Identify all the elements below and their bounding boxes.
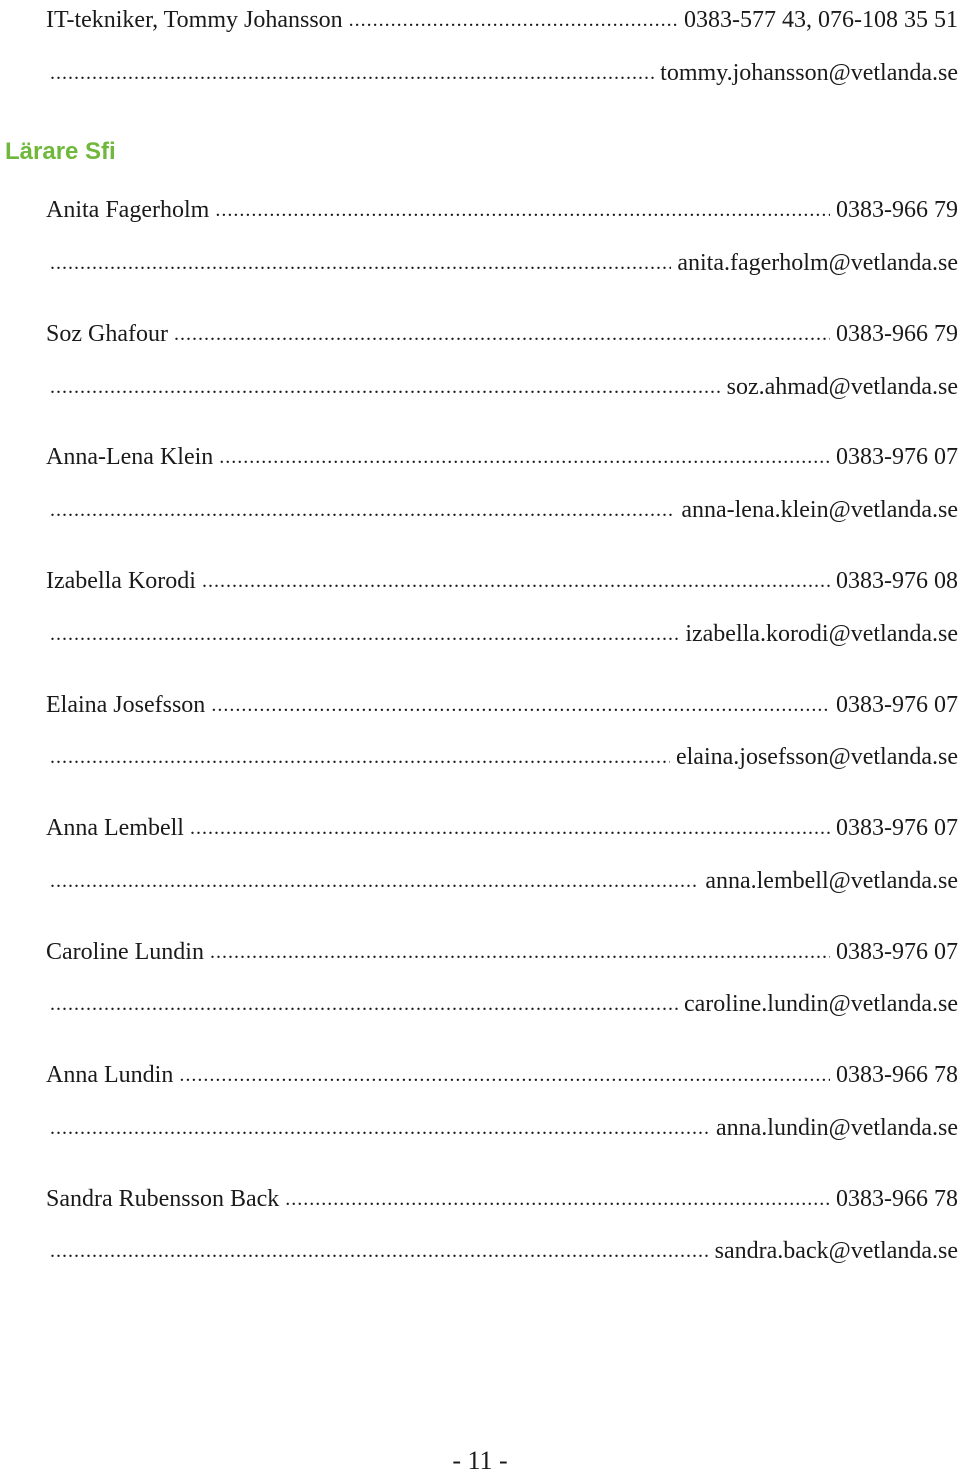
contact-name: Elaina Josefsson xyxy=(46,692,206,718)
contact-phone: 0383-966 78 xyxy=(836,1186,958,1212)
contact-email-line xyxy=(50,612,958,646)
contact-phone-line xyxy=(46,559,958,593)
contact-phone: 0383-966 78 xyxy=(836,1062,958,1088)
contact-email[interactable]: caroline.lundin@vetlanda.se xyxy=(683,991,958,1017)
contact-name: Soz Ghafour xyxy=(46,321,168,347)
contact-phone: 0383-966 79 xyxy=(836,321,958,347)
dot-leader xyxy=(50,1241,709,1261)
contact-email-line xyxy=(50,365,958,399)
contact-email[interactable]: soz.ahmad@vetlanda.se xyxy=(726,374,958,400)
dot-leader xyxy=(211,695,830,715)
dot-leader xyxy=(215,200,830,220)
contact-email[interactable]: anna.lembell@vetlanda.se xyxy=(705,868,958,894)
contact-phone: 0383-976 07 xyxy=(836,692,958,718)
dot-leader xyxy=(50,994,678,1014)
contact-phone-line xyxy=(46,683,958,717)
it-contact-name: IT-tekniker, Tommy Johansson xyxy=(46,7,343,33)
contact-email-line xyxy=(50,241,958,275)
dot-leader xyxy=(50,624,679,644)
dot-leader xyxy=(50,1118,710,1138)
contact-phone: 0383-976 07 xyxy=(836,939,958,965)
dot-leader xyxy=(202,571,830,591)
it-contact-email[interactable]: tommy.johansson@vetlanda.se xyxy=(660,60,958,86)
contact-email[interactable]: sandra.back@vetlanda.se xyxy=(714,1238,958,1264)
section-title: Lärare Sfi xyxy=(5,138,116,165)
page-number: - 11 - xyxy=(452,1446,508,1475)
contact-email[interactable]: anna.lundin@vetlanda.se xyxy=(715,1115,958,1141)
dot-leader xyxy=(50,500,675,520)
contact-phone-line xyxy=(46,435,958,469)
contact-email-line xyxy=(50,1229,958,1263)
contact-phone-line xyxy=(46,1177,958,1211)
contact-name: Anna-Lena Klein xyxy=(46,444,214,470)
dot-leader xyxy=(50,377,721,397)
contact-email[interactable]: izabella.korodi@vetlanda.se xyxy=(685,621,958,647)
it-contact-phone: 0383-577 43, 076-108 35 51 xyxy=(684,7,958,33)
dot-leader xyxy=(285,1189,830,1209)
contact-name: Izabella Korodi xyxy=(46,568,196,594)
dot-leader xyxy=(190,818,830,838)
contact-email-line xyxy=(50,488,958,522)
contact-phone: 0383-976 07 xyxy=(836,815,958,841)
dot-leader xyxy=(50,253,671,273)
contact-phone-line xyxy=(46,312,958,346)
dot-leader xyxy=(349,10,678,30)
dot-leader xyxy=(174,324,830,344)
contact-email[interactable]: anna-lena.klein@vetlanda.se xyxy=(681,497,958,523)
contact-email-line xyxy=(50,982,958,1016)
contact-name: Anna Lembell xyxy=(46,815,184,841)
contact-name: Sandra Rubensson Back xyxy=(46,1186,280,1212)
contact-phone: 0383-966 79 xyxy=(836,197,958,223)
contact-phone-line xyxy=(46,930,958,964)
contact-email[interactable]: elaina.josefsson@vetlanda.se xyxy=(675,744,958,770)
contact-name: Caroline Lundin xyxy=(46,939,204,965)
dot-leader xyxy=(179,1065,830,1085)
contact-phone: 0383-976 08 xyxy=(836,568,958,594)
contact-email-line xyxy=(50,859,958,893)
dot-leader xyxy=(219,447,830,467)
contact-phone-line xyxy=(46,188,958,222)
it-contact-phone-line xyxy=(46,0,958,32)
dot-leader xyxy=(50,747,670,767)
contact-name: Anna Lundin xyxy=(46,1062,174,1088)
contact-email-line xyxy=(50,735,958,769)
dot-leader xyxy=(50,871,699,891)
contact-name: Anita Fagerholm xyxy=(46,197,210,223)
dot-leader xyxy=(210,942,830,962)
contact-email-line xyxy=(50,1106,958,1140)
it-contact-email-line xyxy=(50,51,958,85)
dot-leader xyxy=(50,63,654,83)
contact-phone-line xyxy=(46,806,958,840)
contact-phone-line xyxy=(46,1053,958,1087)
contact-email[interactable]: anita.fagerholm@vetlanda.se xyxy=(677,250,958,276)
contact-phone: 0383-976 07 xyxy=(836,444,958,470)
